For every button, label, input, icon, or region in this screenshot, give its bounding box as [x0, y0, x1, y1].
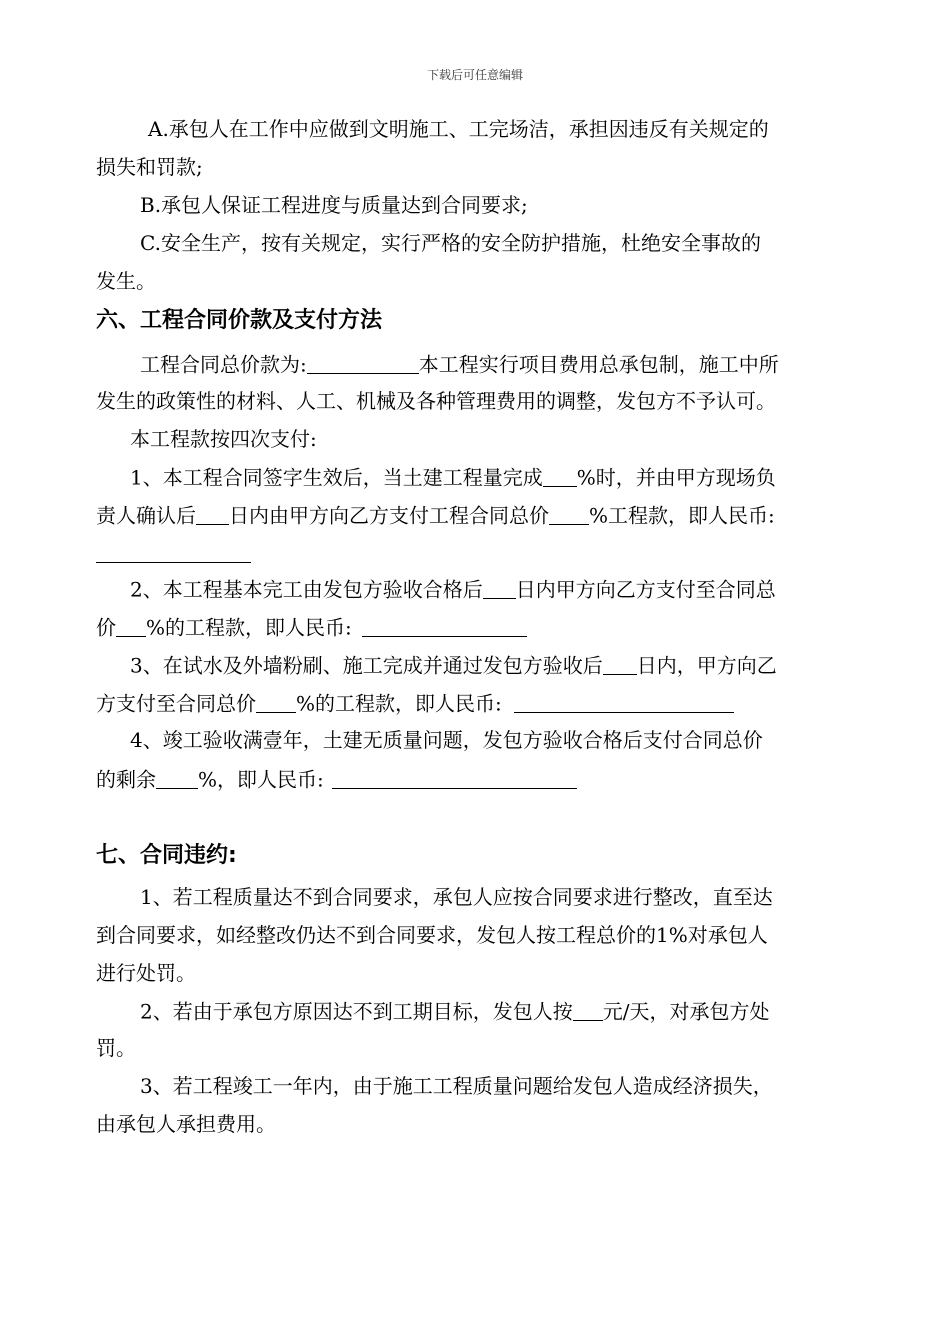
payment-1-amount-blank — [96, 542, 251, 563]
total-price-blank — [307, 353, 419, 374]
section6-para3: 本工程款按四次支付: — [130, 427, 317, 451]
payment-2-amount-blank — [362, 616, 527, 637]
clause-a-line1: A.承包人在工作中应做到文明施工、工完场洁，承担因违反有关规定的 — [148, 117, 769, 141]
breach-2-line1 — [140, 1000, 900, 1022]
payment-1-days-blank — [196, 504, 229, 525]
payment-4-percent-blank — [156, 768, 198, 789]
contract-mode-text: 本工程实行项目费用总承包制，施工中所 — [418, 352, 779, 377]
payment-4-line1: 4、竣工验收满壹年，土建无质量问题，发包方验收合格后支付合同总价 — [130, 728, 763, 752]
breach-2-line2: 罚。 — [96, 1036, 136, 1060]
section6-para2: 发生的政策性的材料、人工、机械及各种管理费用的调整，发包方不予认可。 — [96, 389, 776, 413]
clause-b: B.承包人保证工程进度与质量达到合同要求; — [140, 193, 528, 217]
payment-2-text-a: 2、本工程基本完工由发包方验收合格后 — [130, 577, 483, 602]
payment-2-text-c: 价 — [96, 615, 116, 640]
section6-para1 — [140, 353, 900, 375]
payment-4-text-c: %，即人民币: — [198, 767, 324, 792]
breach-3-line1: 3、若工程竣工一年内，由于施工工程质量问题给发包人造成经济损失， — [140, 1074, 773, 1098]
payment-3-text-c: 方支付至合同总价 — [96, 691, 256, 716]
total-price-label: 工程合同总价款为: — [140, 352, 307, 377]
payment-1-text-e: %工程款，即人民币: — [589, 503, 775, 528]
payment-2-days-blank — [483, 578, 516, 599]
breach-1-line3: 进行处罚。 — [96, 961, 196, 985]
payment-4-amount-blank — [332, 768, 577, 789]
payment-2-percent-blank — [116, 616, 146, 637]
payment-3-amount-blank — [514, 692, 734, 713]
payment-1-line3 — [96, 542, 856, 564]
breach-1-line1: 1、若工程质量达不到合同要求，承包人应按合同要求进行整改，直至达 — [140, 885, 773, 909]
payment-1-total-percent-blank — [549, 504, 589, 525]
payment-3-line2 — [96, 692, 856, 714]
payment-1-text-a: 1、本工程合同签字生效后，当土建工程量完成 — [130, 465, 543, 490]
breach-2-text-b: 元/天，对承包方处 — [602, 999, 770, 1024]
payment-3-percent-blank — [256, 692, 296, 713]
clause-a-line2: 损失和罚款; — [96, 155, 203, 179]
payment-2-text-b: 日内甲方向乙方支付至合同总 — [515, 577, 776, 602]
payment-3-days-blank — [603, 654, 637, 675]
breach-1-line2: 到合同要求，如经整改仍达不到合同要求，发包人按工程总价的1%对承包人 — [96, 923, 768, 947]
clause-c-line2: 发生。 — [96, 269, 156, 293]
section6-title: 六、工程合同价款及支付方法 — [96, 308, 383, 333]
payment-3-text-d: %的工程款，即人民币: — [296, 691, 502, 716]
payment-3-text-b: 日内，甲方向乙 — [636, 653, 777, 678]
breach-2-rate-blank — [573, 1000, 603, 1021]
payment-1-text-b: %时，并由甲方现场负 — [576, 465, 776, 490]
section7-title: 七、合同违约: — [96, 843, 237, 868]
payment-1-percent-blank — [543, 466, 577, 487]
payment-2-line1 — [130, 578, 890, 600]
breach-3-line2: 由承包人承担费用。 — [96, 1112, 276, 1136]
payment-1-line1 — [130, 466, 890, 488]
payment-1-text-d: 日内由甲方向乙方支付工程合同总价 — [229, 503, 549, 528]
payment-3-line1 — [130, 654, 890, 676]
payment-1-line2 — [96, 504, 856, 526]
payment-4-line2 — [96, 768, 856, 790]
page-header: 下载后可任意编辑 — [426, 68, 523, 82]
payment-2-line2 — [96, 616, 856, 638]
breach-2-text-a: 2、若由于承包方原因达不到工期目标，发包人按 — [140, 999, 573, 1024]
clause-c-line1: C.安全生产，按有关规定，实行严格的安全防护措施，杜绝安全事故的 — [140, 231, 761, 255]
payment-4-text-b: 的剩余 — [96, 767, 156, 792]
payment-2-text-d: %的工程款，即人民币: — [146, 615, 352, 640]
payment-3-text-a: 3、在试水及外墙粉刷、施工完成并通过发包方验收后 — [130, 653, 603, 678]
payment-1-text-c: 责人确认后 — [96, 503, 196, 528]
